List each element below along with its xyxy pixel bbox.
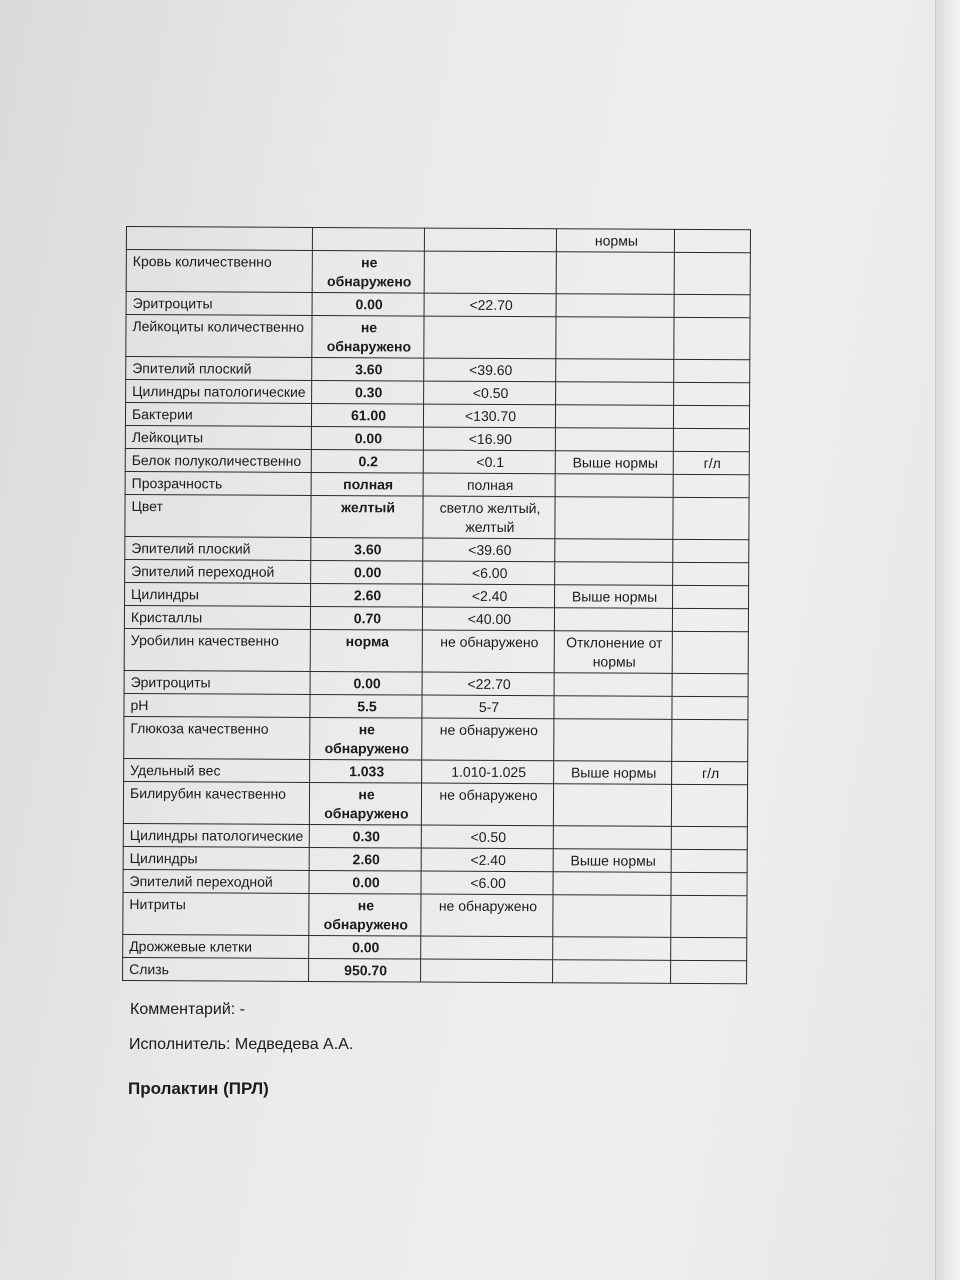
analyte-name: Лейкоциты [125, 425, 311, 449]
result-value: 0.00 [311, 426, 423, 450]
reference-range: не обнаружено [421, 783, 553, 826]
table-row [125, 471, 749, 497]
reference-range: <22.70 [422, 672, 554, 696]
reference-range: <6.00 [421, 871, 553, 895]
unit [672, 608, 748, 631]
unit: г/л [672, 761, 748, 784]
reference-range: <39.60 [423, 538, 555, 562]
deviation-note [555, 497, 673, 540]
deviation-note: Выше нормы [555, 585, 673, 609]
unit [671, 937, 747, 960]
table-row [126, 315, 750, 360]
table-row [124, 670, 748, 696]
reference-range: полная [423, 473, 555, 497]
reference-range: <0.50 [421, 825, 553, 849]
table-row [123, 869, 747, 895]
analyte-name: Удельный вес [124, 758, 310, 782]
result-value: норма [310, 629, 422, 672]
deviation-note [553, 895, 671, 938]
unit [672, 696, 748, 719]
unit [672, 631, 748, 673]
table-row [123, 781, 747, 826]
result-value: не обнаружено [312, 250, 424, 293]
deviation-note [555, 539, 673, 563]
reference-range: <40.00 [422, 607, 554, 631]
reference-range: <22.70 [424, 293, 556, 317]
table-row [124, 628, 748, 673]
analyte-name: Цилиндры патологические [126, 380, 312, 404]
unit [674, 359, 750, 382]
unit [671, 849, 747, 872]
analyte-name: Лейкоциты количественно [126, 315, 312, 358]
result-value: 5.5 [310, 694, 422, 718]
reference-range [424, 316, 556, 359]
reference-range: 5-7 [422, 695, 554, 719]
analyte-name: Эпителий переходной [125, 559, 311, 583]
deviation-note [555, 405, 673, 429]
analyte-name: Глюкоза качественно [124, 716, 310, 759]
deviation-note: Отклонение от нормы [554, 631, 672, 674]
deviation-note [555, 428, 673, 452]
table-row [125, 403, 749, 429]
analyte-name: Эпителий переходной [123, 869, 309, 893]
deviation-note: Выше нормы [554, 761, 672, 785]
unit [673, 474, 749, 497]
result-value: 3.60 [311, 537, 423, 561]
header-cell-note: нормы [556, 229, 674, 253]
result-value: 2.60 [311, 583, 423, 607]
executor-line: Исполнитель: Медведева А.А. [129, 1036, 354, 1053]
results-table [122, 226, 751, 984]
analyte-name: Цвет [125, 494, 311, 537]
analyte-name: Эритроциты [126, 292, 312, 316]
deviation-note [555, 562, 673, 586]
reference-range [421, 959, 553, 983]
results-table-container [122, 226, 750, 984]
analyte-name: Билирубин качественно [123, 781, 309, 824]
table-row [125, 536, 749, 562]
deviation-note [554, 719, 672, 762]
table-row [126, 250, 750, 295]
unit: г/л [673, 451, 749, 474]
table-header-row [126, 227, 750, 253]
analyte-name: pH [124, 693, 310, 717]
comment-line: Комментарий: - [130, 1001, 245, 1018]
deviation-note [556, 359, 674, 383]
deviation-note [553, 826, 671, 850]
table-row [123, 957, 747, 983]
deviation-note [554, 608, 672, 632]
reference-range: <0.50 [424, 381, 556, 405]
result-value: 61.00 [311, 403, 423, 427]
deviation-note [556, 252, 674, 295]
reference-range: не обнаружено [422, 630, 554, 673]
table-row [123, 934, 747, 960]
reference-range [424, 251, 556, 294]
reference-range: светло желтый, желтый [423, 496, 555, 539]
table-row [125, 559, 749, 585]
table-row [123, 823, 747, 849]
table-row [124, 716, 748, 761]
result-value: не обнаружено [309, 782, 421, 825]
reference-range: <6.00 [423, 561, 555, 585]
unit [673, 497, 749, 539]
result-value: 3.60 [312, 357, 424, 381]
unit [674, 382, 750, 405]
analyte-name: Белок полуколичественно [125, 448, 311, 472]
table-row [124, 758, 748, 784]
table-row [126, 380, 750, 406]
analyte-name: Эпителий плоский [126, 357, 312, 381]
unit [674, 294, 750, 317]
result-value: 0.00 [309, 870, 421, 894]
analyte-name: Цилиндры патологические [123, 823, 309, 847]
analyte-name: Уробилин качественно [124, 628, 310, 671]
reference-range [421, 936, 553, 960]
unit [674, 317, 750, 359]
table-row [125, 582, 749, 608]
section-title: Пролактин (ПРЛ) [128, 1079, 269, 1098]
table-row [125, 425, 749, 451]
deviation-note [553, 937, 671, 961]
table-row [124, 605, 748, 631]
reference-range: <2.40 [421, 848, 553, 872]
reference-range: не обнаружено [422, 718, 554, 761]
deviation-note [553, 784, 671, 827]
analyte-name: Цилиндры [125, 582, 311, 606]
result-value: не обнаружено [309, 893, 421, 936]
result-value: 0.00 [310, 671, 422, 695]
table-row [125, 494, 749, 539]
deviation-note [553, 960, 671, 984]
unit [673, 405, 749, 428]
unit [673, 562, 749, 585]
unit [673, 428, 749, 451]
table-row [126, 357, 750, 383]
result-value: не обнаружено [312, 315, 424, 358]
deviation-note [555, 474, 673, 498]
unit [672, 673, 748, 696]
unit [674, 252, 750, 294]
table-row [126, 292, 750, 318]
result-value: 0.00 [309, 935, 421, 959]
table-row [125, 448, 749, 474]
deviation-note [554, 696, 672, 720]
unit [671, 784, 747, 826]
header-cell [126, 227, 312, 251]
reference-range: <39.60 [424, 358, 556, 382]
result-value: полная [311, 472, 423, 496]
result-value: 1.033 [310, 759, 422, 783]
deviation-note: Выше нормы [553, 849, 671, 873]
table-row [124, 693, 748, 719]
result-value: 0.30 [309, 824, 421, 848]
analyte-name: Прозрачность [125, 471, 311, 495]
header-cell [424, 228, 556, 252]
analyte-name: Кровь количественно [126, 250, 312, 293]
result-value: 2.60 [309, 847, 421, 871]
reference-range: 1.010-1.025 [422, 760, 554, 784]
unit [671, 826, 747, 849]
unit [671, 872, 747, 895]
unit [672, 719, 748, 761]
analyte-name: Эпителий плоский [125, 536, 311, 560]
analyte-name: Бактерии [125, 403, 311, 427]
result-value: желтый [311, 495, 423, 538]
result-value: 0.70 [310, 606, 422, 630]
reference-range: <2.40 [423, 584, 555, 608]
result-value: 0.00 [311, 560, 423, 584]
unit [671, 895, 747, 937]
header-cell [674, 229, 750, 252]
deviation-note: Выше нормы [555, 451, 673, 475]
result-value: 0.2 [311, 449, 423, 473]
result-value: 0.00 [312, 292, 424, 316]
deviation-note [556, 294, 674, 318]
analyte-name: Цилиндры [123, 846, 309, 870]
analyte-name: Нитриты [123, 892, 309, 935]
reference-range: <16.90 [423, 427, 555, 451]
result-value: 950.70 [309, 958, 421, 982]
table-row [123, 892, 747, 937]
deviation-note [556, 382, 674, 406]
reference-range: <0.1 [423, 450, 555, 474]
table-row [123, 846, 747, 872]
deviation-note [554, 673, 672, 697]
unit [673, 539, 749, 562]
page-edge [935, 0, 960, 1280]
analyte-name: Эритроциты [124, 670, 310, 694]
deviation-note [553, 872, 671, 896]
deviation-note [556, 317, 674, 360]
reference-range: не обнаружено [421, 894, 553, 937]
result-value: не обнаружено [310, 717, 422, 760]
unit [673, 585, 749, 608]
analyte-name: Дрожжевые клетки [123, 934, 309, 958]
analyte-name: Слизь [123, 957, 309, 981]
reference-range: <130.70 [423, 404, 555, 428]
result-value: 0.30 [312, 380, 424, 404]
header-cell [312, 227, 424, 251]
analyte-name: Кристаллы [124, 605, 310, 629]
unit [671, 960, 747, 983]
